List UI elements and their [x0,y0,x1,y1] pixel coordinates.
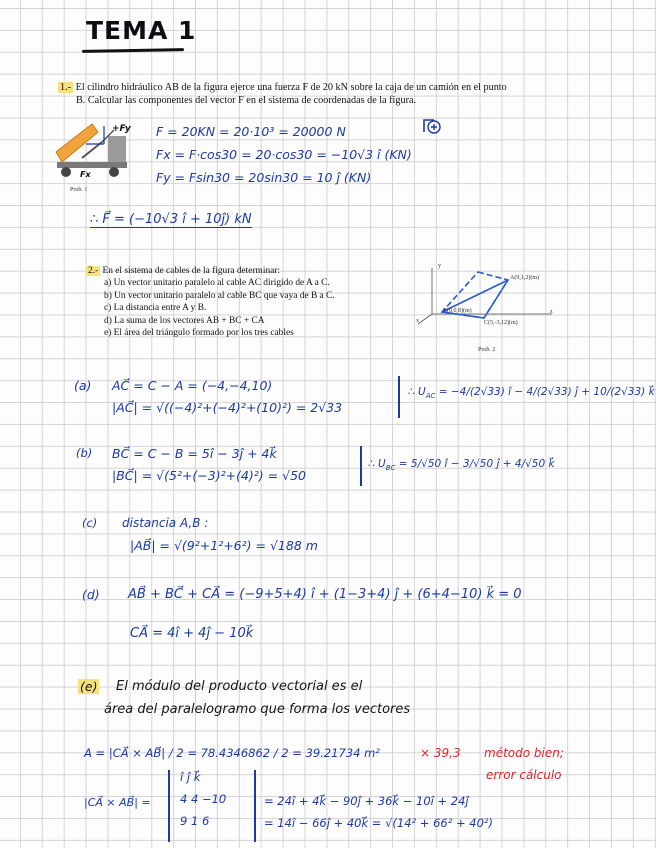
sol-a-unit-sub: AC [425,392,436,401]
problem2-intro: En el sistema de cables de la figura determinar: [102,266,281,276]
sol-d-line2: CA⃗ = 4î + 4ĵ − 10k⃗ [130,626,254,641]
sol-e-label: (e) [80,679,98,694]
sol-c-line1: distancia A,B : [122,516,209,530]
problem1-number: 1.- [60,82,72,93]
sol-e-det-label: |CA⃗ × AB⃗| = [84,796,151,809]
sol-e-det-res2: = 14î − 66ĵ + 40k⃗ = √(14² + 66² + 40²) [264,816,494,830]
problem1-text-line2: B. Calcular las componentes del vector F en el sistema de coordenadas de la figura. [76,94,417,106]
det-bar-right [254,770,256,842]
sol-b-separator [360,446,362,486]
sol-e-note1: método bien; [484,746,564,760]
problem2-fig-axis-x: x [416,318,419,324]
problem2-item-e: e) El área del triángulo formado por los tres cables [104,328,294,339]
problem1-fig-fx: Fx [80,170,91,179]
problem1-sol-line3: Fy = Fsin30 = 20sin30 = 10 ĵ (KN) [156,170,372,185]
sol-e-det-res1: = 24î + 4k⃗ − 90ĵ + 36k⃗ − 10î + 24ĵ [264,794,469,808]
sol-a-line2: |AC⃗| = √((−4)²+(−4)²+(10)²) = 2√33 [112,400,343,415]
sol-a-label: (a) [74,378,92,393]
problem2-item-a: a) Un vector unitario paralelo al cable AC dirigido de A a C. [104,278,330,289]
sol-a-unit-prefix: ∴ U [408,386,426,398]
problem2-fig-caption: Prob. 2 [478,347,496,353]
sol-b-unit-sub: BC [385,464,396,473]
sol-b-line1: BC⃗ = C − B = 5î − 3ĵ + 4k⃗ [112,446,277,461]
sol-e-formula: A = |CA⃗ × AB⃗| / 2 = 78.4346862 / 2 = 39.21734 m² [84,746,380,760]
sol-e-line2: área del paralelogramo que forma los vectores [104,702,411,717]
sol-d-line1: AB⃗ + BC⃗ + CA⃗ = (−9+5+4) î + (1−3+4) ĵ + (6+4−10) k⃗ = 0 [128,587,522,602]
sol-a-unit [408,386,655,400]
sol-b-label: (b) [76,446,93,460]
sol-b-unit [368,458,555,472]
problem2-item-c: c) La distancia entre A y B. [104,303,207,314]
problem1-result: ∴ F⃗ = (−10√3 î + 10ĵ) kN [90,212,252,227]
problem2-fig-axis-z: z [550,309,553,315]
sol-d-label: (d) [82,587,100,602]
problem1-fig-fy: +Fy [112,124,131,134]
problem1-fig-caption: Prob. 1 [70,187,88,193]
problem2-item-b: b) Un vector unitario paralelo al cable BC que vaya de B a C. [104,290,335,301]
problem2-figure [412,262,562,342]
problem1-statement [58,82,578,107]
sol-a-line1: AC⃗ = C − A = (−4,−4,10) [112,378,273,393]
sol-e-det-row2: 9 1 6 [180,814,210,828]
problem2-fig-label-b: B(0,0,8)(m) [443,308,472,314]
sol-e-cross: × 39,3 [420,746,461,760]
sol-c-line2: |AB⃗| = √(9²+1²+6²) = √188 m [130,538,318,553]
sol-b-line2: |BC⃗| = √(5²+(−3)²+(4)²) = √50 [112,468,306,483]
problem2-fig-label-c: C(5,-3,12)(m) [484,320,518,326]
problem1-text-line1: El cilindro hidráulico AB de la figura ejerce una fuerza F de 20 kN sobre la caja de un camión en el punto [75,82,507,93]
sol-a-unit-value: = −4/(2√33) î − 4/(2√33) ĵ + 10/(2√33) k⃗ [438,386,655,398]
problem1-sol-line1: F = 20KN = 20·10³ = 20000 N [156,124,346,139]
title-underline [82,48,184,53]
sol-e-det-row0: î ĵ k⃗ [180,770,201,784]
problem2-number: 2.- [88,266,99,276]
problem2-item-d: d) La suma de los vectores AB + BC + CA [104,315,265,326]
sol-e-note2: error cálculo [486,768,562,782]
sol-c-label: (c) [82,516,98,530]
sol-a-separator [398,376,400,418]
problem1-sol-line2: Fx = F·cos30 = 20·cos30 = −10√3 î (KN) [156,147,412,162]
rotation-sign-icon [420,116,444,136]
sol-b-unit-prefix: ∴ U [368,458,386,470]
sol-e-line1: El módulo del producto vectorial es el [116,679,363,694]
problem2-fig-label-a: A(9,1,2)(m) [510,275,539,281]
sol-b-unit-value: = 5/√50 î − 3/√50 ĵ + 4/√50 k⃗ [398,458,555,470]
problem2-statement [86,265,406,339]
sol-e-det-row1: 4 4 −10 [180,792,227,806]
problem2-fig-axis-y: y [438,263,441,269]
det-bar-left [168,770,170,842]
page-title: TEMA 1 [86,16,197,45]
